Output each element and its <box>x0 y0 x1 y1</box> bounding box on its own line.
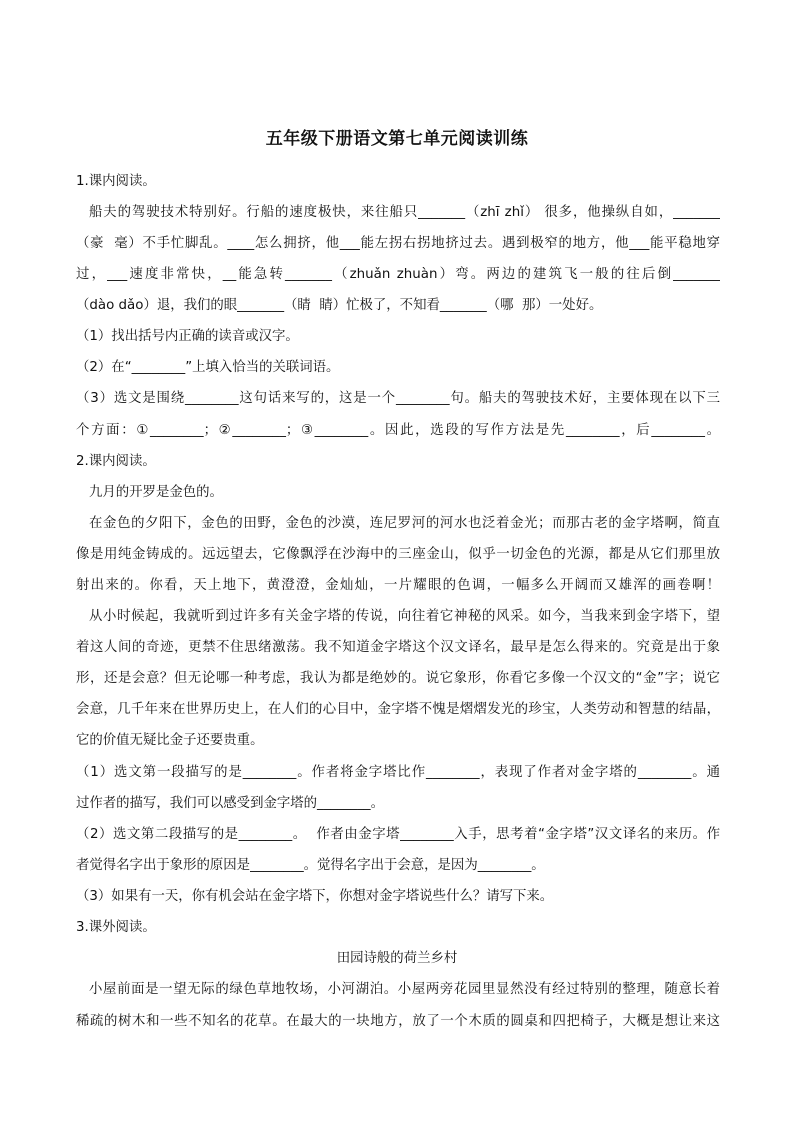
question-1-3: 个方面：①________；②________；③________。因此，选段的写作方法是先________，后________。 <box>76 423 720 438</box>
passage-2-line: 像是用纯金铸成的。远远望去，它像飘浮在沙海中的三座金山，似乎一切金色的光源，都是从它们那里放 <box>76 547 720 562</box>
question-2-1: 过作者的描写，我们可以感受到金字塔的________。 <box>76 796 384 811</box>
section-3-heading: 3.课外阅读。 <box>76 920 156 935</box>
passage-2-line: 形，还是会意？但无论哪一种考虑，我认为都是绝妙的。说它象形，你看它多像一个汉文的“金”字；说它 <box>76 671 720 686</box>
question-2-2: （2）选文第二段描写的是________。 作者由金字塔________入手，思考着“金字塔”汉文译名的来历。作 <box>76 827 720 842</box>
passage-2-line: 射出来的。你看，天上地下，黄澄澄，金灿灿，一片耀眼的色调，一幅多么开阔而又雄浑的画卷啊！ <box>76 578 720 593</box>
passage-2-line: 在金色的夕阳下，金色的田野，金色的沙漠，连尼罗河的河水也泛着金光；而那古老的金字塔啊，简直 <box>89 516 720 531</box>
passage-1-line: 船夫的驾驶技术特别好。行船的速度极快，来往船只_______（zhī zhǐ） 很多，他操纵自如，_______ <box>89 205 720 220</box>
question-2-2: 者觉得名字出于象形的原因是________。觉得名字出于会意，是因为________。 <box>76 858 545 873</box>
passage-1-line: 过，___速度非常快，__能急转_______（zhuǎn zhuàn）弯。两边的建筑飞一般的往后倒_______ <box>76 267 720 282</box>
question-2-3: （3）如果有一天，你有机会站在金字塔下，你想对金字塔说些什么？请写下来。 <box>76 889 554 904</box>
passage-1-line: （豪 毫）不手忙脚乱。____怎么拥挤，他___能左拐右拐地挤过去。遇到极窄的地方，他___能平稳地穿 <box>76 236 720 251</box>
question-1-1: （1）找出括号内正确的读音或汉字。 <box>76 329 299 344</box>
passage-2-line: 会意，几千年来在世界历史上，在人们的心目中，金字塔不愧是熠熠发光的珍宝，人类劳动和智慧的结晶， <box>76 702 720 717</box>
document-title: 五年级下册语文第七单元阅读训练 <box>265 129 529 149</box>
question-1-3: （3）选文是围绕________这句话来写的，这是一个________句。船夫的驾驶技术好，主要体现在以下三 <box>76 391 720 406</box>
section-1-heading: 1.课内阅读。 <box>76 174 156 189</box>
section-2-heading: 2.课内阅读。 <box>76 454 156 469</box>
question-1-2: （2）在“________”上填入恰当的关联词语。 <box>76 360 340 375</box>
passage-2-line: 从小时候起，我就听到过许多有关金字塔的传说，向往着它神秘的风采。如今，当我来到金字塔下，望 <box>89 609 720 624</box>
passage-3-title: 田园诗般的荷兰乡村 <box>336 951 458 966</box>
passage-3-line: 稀疏的树木和一些不知名的花草。在最大的一块地方，放了一个木质的圆桌和四把椅子，大概是想让来这 <box>76 1014 720 1029</box>
passage-1-line: （dào dǎo）退，我们的眼_______（睛 睛）忙极了，不知看_______（哪 那）一处好。 <box>76 298 603 313</box>
passage-3-line: 小屋前面是一望无际的绿色草地牧场，小河湖泊。小屋两旁花园里显然没有经过特别的整理，随意长着 <box>89 982 720 997</box>
passage-2-line: 它的价值无疑比金子还要贵重。 <box>76 733 264 748</box>
passage-2-line: 着这人间的奇迹，更禁不住思绪激荡。我不知道金字塔这个汉文译名，最早是怎么得来的。究竟是出于象 <box>76 640 720 655</box>
passage-2-line: 九月的开罗是金色的。 <box>89 485 223 500</box>
question-2-1: （1）选文第一段描写的是________。作者将金字塔比作________，表现了作者对金字塔的________。通 <box>76 765 720 780</box>
